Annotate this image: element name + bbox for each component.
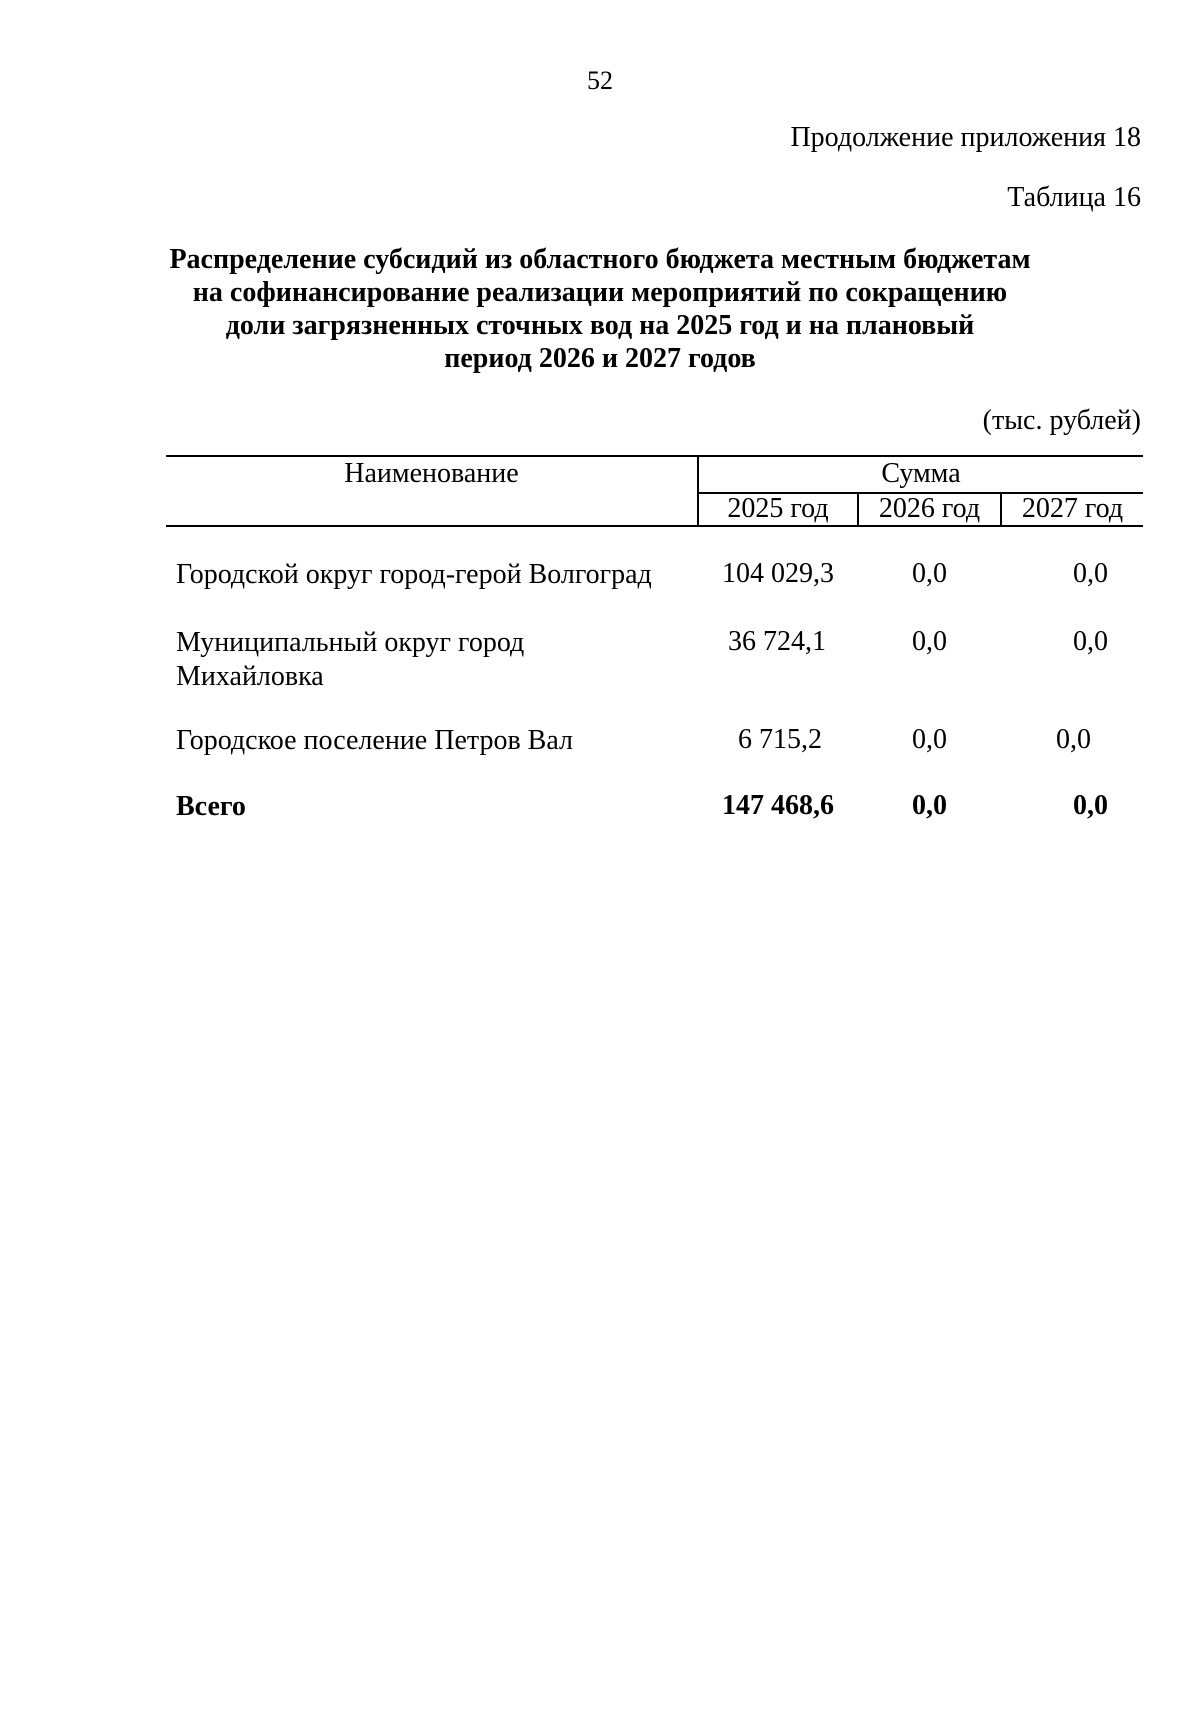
row-value-2027: 0,0 [1073,626,1108,657]
row-value-2027: 0,0 [1073,558,1108,589]
title-line: доли загрязненных сточных вод на 2025 год и на плановый [225,310,975,341]
table-header-bottom-border [166,525,1143,527]
total-value-2027: 0,0 [1073,790,1108,821]
column-header-year: 2027 год [1021,493,1124,524]
column-header-name: Наименование [344,458,519,489]
total-value-2026: 0,0 [912,790,947,821]
row-name: Муниципальный округ город Михайловка [176,627,525,692]
row-value-2026: 0,0 [912,724,947,755]
title-line: период 2026 и 2027 годов [444,343,756,374]
total-value-2025: 147 468,6 [722,790,834,821]
column-header-year: 2025 год [727,493,829,524]
total-label: Всего [176,791,246,822]
row-value-2025: 6 715,2 [738,724,822,755]
table-number: Таблица 16 [1007,182,1141,213]
column-header-year: 2026 год [878,493,981,524]
row-name: Городское поселение Петров Вал [176,725,573,756]
row-value-2025: 104 029,3 [722,558,834,589]
row-value-2027: 0,0 [1056,724,1091,755]
row-value-2026: 0,0 [912,558,947,589]
row-name: Городской округ город-герой Волгоград [176,559,652,590]
column-header-sum: Сумма [881,458,961,489]
page-number: 52 [587,66,613,95]
title-line: на софинансирование реализации мероприятий по сокращению [192,277,1008,308]
title-line: Распределение субсидий из областного бюджета местным бюджетам [169,244,1031,275]
table-top-border [166,455,1143,457]
appendix-note: Продолжение приложения 18 [790,122,1141,153]
row-value-2026: 0,0 [912,626,947,657]
units-label: (тыс. рублей) [982,405,1141,436]
document-title [140,243,1060,375]
row-value-2025: 36 724,1 [728,626,826,657]
